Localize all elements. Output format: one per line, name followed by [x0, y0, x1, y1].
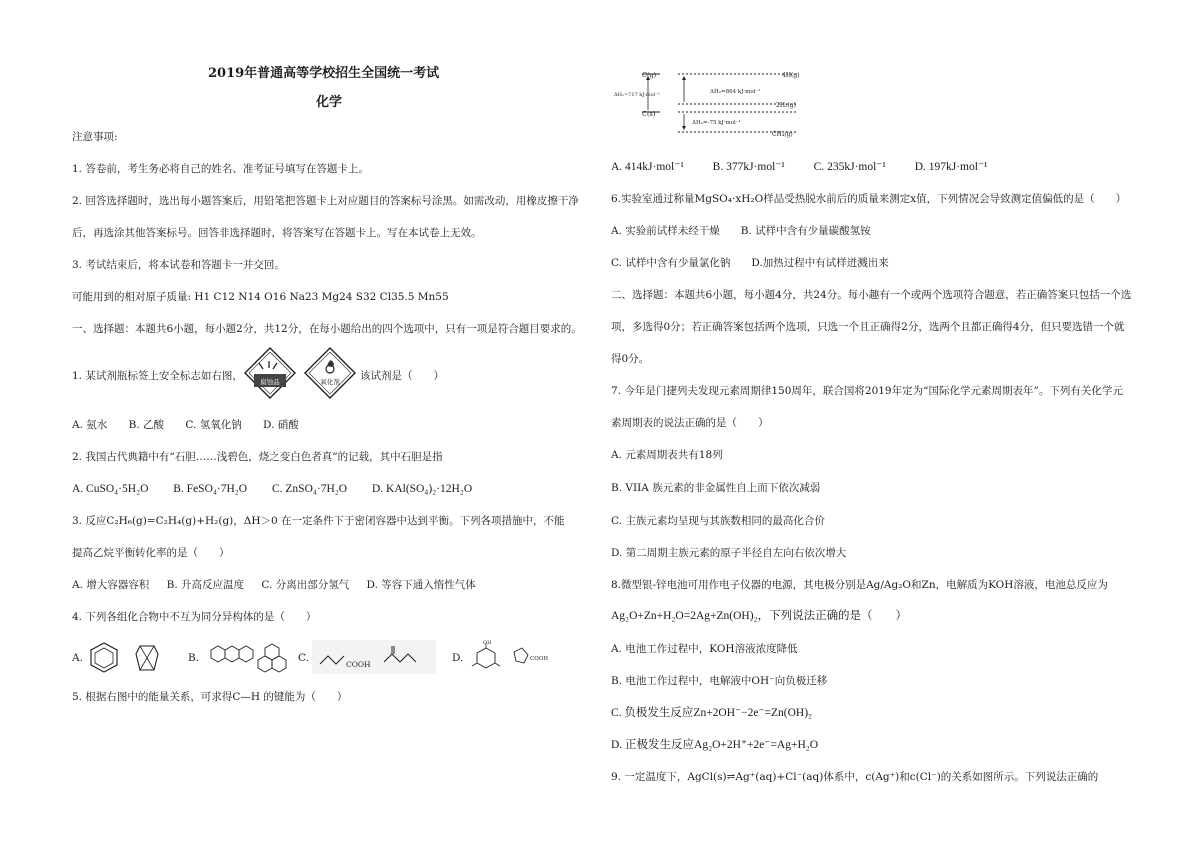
note-1: 1. 答卷前，考生务必将自己的姓名、准考证号填写在答题卡上。	[72, 163, 369, 175]
note-3: 3. 考试结束后，将本试卷和答题卡一并交回。	[72, 259, 285, 271]
q8-option-a: A. 电池工作过程中，KOH溶液浓度降低	[611, 643, 798, 655]
notes-heading: 注意事项:	[72, 131, 118, 143]
q8-stem-1: 8.微型银-锌电池可用作电子仪器的电源，其电极分别是Ag/Ag₂O和Zn，电解质为KOH溶液，电池总反应为	[611, 579, 1108, 591]
q7-option-d: D. 第二周期主族元素的原子半径自左向右依次增大	[611, 547, 847, 559]
note-2b: 后，再选涂其他答案标号。回答非选择题时，将答案写在答题卡上。写在本试卷上无效。	[72, 227, 482, 239]
q5-option-d: D. 197kJ·mol⁻¹	[914, 161, 988, 173]
corrosive-diamond	[245, 348, 295, 398]
q5-cs: C(s)	[642, 110, 656, 118]
section-1-heading: 一、选择题：本题共6小题，每小题2分，共12分，在每小题给出的四个选项中，只有一项是符合题目要求的。	[72, 323, 582, 335]
q9-stem-1: 9. 一定温度下，AgCl(s)⇌Ag⁺(aq)+Cl⁻(aq)体系中，c(Ag⁺)和c(Cl⁻)的关系如图所示。下列说法正确的	[611, 771, 1099, 783]
q6-options-ab: A. 实验前试样未经干燥 B. 试样中含有少量碳酸氢铵	[611, 225, 871, 237]
q3-option-c: C. 分离出部分氢气	[261, 579, 350, 591]
q5-4hg: 4H(g)	[782, 72, 800, 79]
q5-option-b: B. 377kJ·mol⁻¹	[712, 161, 785, 173]
q4-structures-c	[312, 640, 436, 674]
q5-2h2g: 2H₂(g)	[776, 102, 796, 109]
q1-options	[72, 418, 299, 432]
q3-option-a: A. 增大容器容积	[72, 579, 150, 591]
exam-title: 2019年普通高等学校招生全国统一考试	[208, 66, 440, 81]
q2-stem: 2. 我国古代典籍中有“石胆……浅碧色，烧之变白色者真”的记载，其中石胆是指	[72, 451, 443, 463]
q2-option-c: C. ZnSO₄·7H₂O	[271, 483, 348, 495]
q7-stem-2: 素周期表的说法正确的是（ ）	[611, 417, 769, 429]
q5-energy-diagram	[612, 66, 812, 148]
q6-stem: 6.实验室通过称量MgSO₄·xH₂O样品受热脱水前后的质量来测定x值，下列情况会导致测定值偏低的是（ ）	[611, 193, 1127, 205]
q2-options	[72, 482, 472, 496]
q4-oh: OH	[483, 640, 492, 646]
q8-option-d: D. 正极发生反应Ag₂O+2H⁺+2e⁻=Ag+H₂O	[611, 739, 819, 751]
atomic-masses: 可能用到的相对原子质量: H1 C12 N14 O16 Na23 Mg24 S32 Cl35.5 Mn55	[72, 291, 449, 303]
oxidizer-diamond	[305, 348, 355, 398]
subject-title: 化学	[316, 95, 343, 110]
section-2-line-3: 得0分。	[611, 353, 650, 365]
q4-structures-b	[202, 642, 288, 674]
q5-dh1: ΔH₁=717 kJ·mol⁻¹	[614, 92, 660, 98]
q5-stem: 5. 根据右图中的能量关系，可求得C—H 的键能为（ ）	[72, 691, 348, 703]
q1-stem-a: 1. 某试剂瓶标签上安全标志如右图，	[72, 370, 243, 382]
q5-options	[611, 160, 987, 174]
q8-stem-2: Ag₂O+Zn+H₂O=2Ag+Zn(OH)₂，下列说法正确的是（ ）	[611, 610, 908, 622]
q4-label-c: C.	[298, 652, 309, 664]
q1-option-b: B. 乙酸	[128, 419, 165, 431]
q4-label-a: A.	[72, 652, 83, 664]
q4-label-d: D.	[452, 652, 464, 664]
q5-dh2: ΔH₂=864 kJ·mol⁻¹	[710, 89, 761, 95]
note-2a: 2. 回答选择题时，选出每小题答案后，用铅笔把答题卡上对应题目的答案标号涂黑。如需改动，用橡皮擦干净	[72, 195, 579, 207]
oxidizer-label: 氧化剂	[320, 378, 340, 386]
q4-structures-a	[88, 640, 168, 676]
q3-option-b: B. 升高反应温度	[166, 579, 245, 591]
q6-options-cd: C. 试样中含有少量氯化钠 D.加热过程中有试样迸溅出来	[611, 257, 889, 269]
q7-option-c: C. 主族元素均呈现与其族数相同的最高化合价	[611, 515, 825, 527]
q3-stem-b: 提高乙烷平衡转化率的是（ ）	[72, 547, 230, 559]
q3-stem-a: 3. 反应C₂H₆(g)=C₂H₄(g)+H₂(g)，ΔH＞0 在一定条件下于密闭容器中达到平衡。下列各项措施中，不能	[72, 515, 565, 527]
q3-option-d: D. 等容下通入惰性气体	[366, 579, 476, 591]
q7-option-b: B. VIIA 族元素的非金属性自上而下依次减弱	[611, 482, 821, 494]
q4-label-b: B.	[188, 652, 200, 664]
q5-option-a: A. 414kJ·mol⁻¹	[611, 161, 684, 173]
corrosive-label: 腐蚀品	[260, 378, 280, 386]
q5-dh3: ΔH₃=-75 kJ·mol⁻¹	[692, 120, 741, 126]
q5-cg: C(g)	[642, 71, 657, 79]
q3-options	[72, 578, 476, 592]
q7-stem-1: 7. 今年是门捷列夫发现元素周期律150周年，联合国将2019年定为“国际化学元素周期表年”。下列有关化学元	[611, 385, 1123, 397]
q2-option-d: D. KAl(SO₄)₂·12H₂O	[371, 483, 473, 495]
q7-option-a: A. 元素周期表共有18列	[611, 449, 723, 461]
q1-option-a: A. 氨水	[72, 419, 108, 431]
q1-option-d: D. 硝酸	[263, 419, 299, 431]
q1-stem-b: 该试剂是（ ）	[360, 370, 444, 382]
q4-structures-d	[466, 640, 550, 674]
q2-option-a: A. CuSO₄·5H₂O	[72, 483, 149, 495]
q4-cooh-1: COOH	[346, 660, 371, 669]
hazard-labels-figure	[244, 346, 360, 400]
q8-option-c: C. 负极发生反应Zn+2OH⁻−2e⁻=Zn(OH)₂	[611, 707, 813, 719]
section-2-line-2: 项，多选得0分；若正确答案包括两个选项，只选一个且正确得2分，选两个且都正确得4分，但只要选错一个就	[611, 321, 1125, 333]
q5-ch4g: CH₄(g)	[772, 131, 793, 138]
q1-option-c: C. 氢氧化钠	[185, 419, 242, 431]
q2-option-b: B. FeSO₄·7H₂O	[173, 483, 248, 495]
section-2-line-1: 二、选择题：本题共6小题，每小题4分，共24分。每小趣有一个或两个选项符合题意，若正确答案只包括一个选	[611, 289, 1132, 301]
q4-stem: 4. 下列各组化合物中不互为同分异构体的是（ ）	[72, 611, 317, 623]
q4-cooh-2: COOH	[530, 656, 549, 662]
q5-option-c: C. 235kJ·mol⁻¹	[813, 161, 886, 173]
q8-option-b: B. 电池工作过程中，电解液中OH⁻向负极迁移	[611, 675, 828, 687]
